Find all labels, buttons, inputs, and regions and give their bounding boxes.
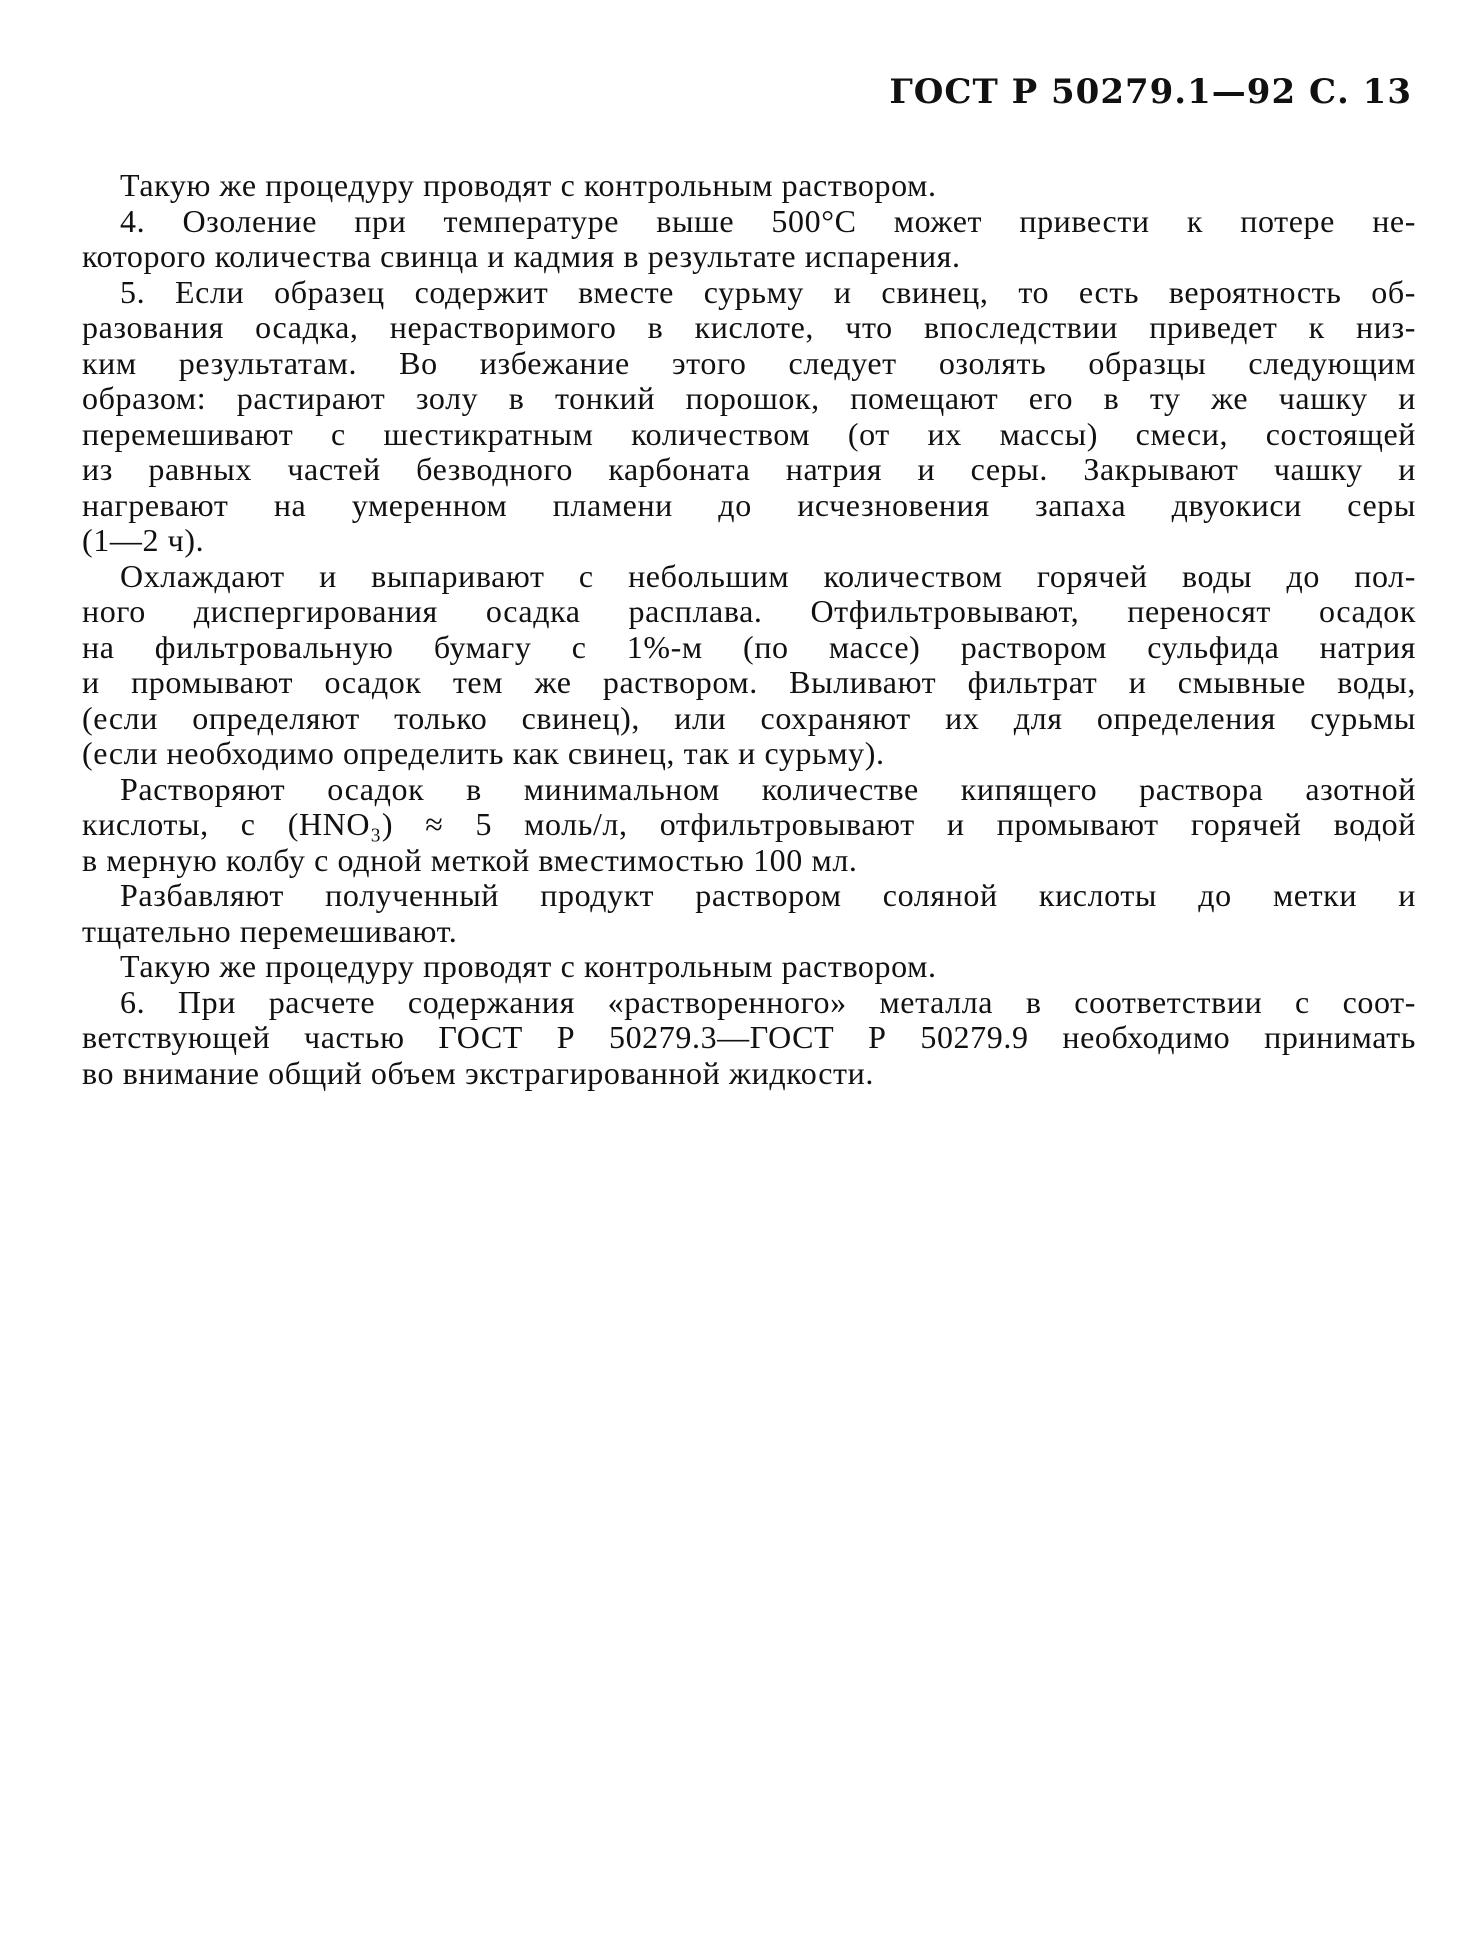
text-line: Разбавляют полученный продукт раствором соляной кислоты до метки и — [120, 877, 1416, 913]
paragraph-1 — [82, 168, 1416, 204]
paragraph-2 — [82, 204, 1416, 275]
text-line: которого количества свинца и кадмия в результате испарения. — [82, 238, 961, 274]
text-line: ного диспергирования осадка расплава. Отфильтровывают, переносят осадок — [82, 593, 1416, 629]
paragraph-8 — [82, 985, 1416, 1092]
text-line: разования осадка, нерастворимого в кислоте, что впоследствии приведет к низ- — [82, 309, 1416, 345]
text-line: в мерную колбу с одной меткой вместимостью 100 мл. — [82, 841, 858, 878]
text-line: нагревают на умеренном пламени до исчезновения запаха двуокиси серы — [82, 486, 1416, 523]
text-line: во внимание общий объем экстрагированной жидкости. — [82, 1054, 874, 1091]
text-line: 5. Если образец содержит вместе сурьму и свинец, то есть вероятность об- — [120, 273, 1416, 310]
text-line: ким результатам. Во избежание этого следует озолять образцы следующим — [82, 344, 1416, 381]
text-line: из равных частей безводного карбоната натрия и серы. Закрывают чашку и — [82, 451, 1416, 487]
text-line: кислоты, c (HNO₃) ≈ 5 моль/л, отфильтровывают и промывают горячей водой — [82, 806, 1416, 842]
text-line: 4. Озоление при температуре выше 500°С может привести к потере не- — [120, 202, 1416, 239]
text-line: ветствующей частью ГОСТ Р 50279.3—ГОСТ Р 50279.9 необходимо принимать — [82, 1019, 1416, 1055]
text-line: и промывают осадок тем же раствором. Выливают фильтрат и смывные воды, — [82, 664, 1416, 700]
text-line: Такую же процедуру проводят с контрольным раствором. — [120, 167, 937, 203]
text-line: перемешивают с шестикратным количеством (от их массы) смеси, состоящей — [82, 415, 1416, 452]
text-line: Растворяют осадок в минимальном количестве кипящего раствора азотной — [120, 770, 1416, 807]
text-line: (если необходимо определить как свинец, так и сурьму). — [82, 735, 885, 771]
text-line: Охлаждают и выпаривают с небольшим количеством горячей воды до пол- — [120, 557, 1416, 594]
text-line: образом: растирают золу в тонкий порошок, помещают его в ту же чашку и — [82, 380, 1416, 416]
text-line: Такую же процедуру проводят с контрольным раствором. — [120, 948, 937, 984]
paragraph-4 — [82, 559, 1416, 772]
text-line: на фильтровальную бумагу с 1%-м (по массе) раствором сульфида натрия — [82, 628, 1416, 665]
text-line: 6. При расчете содержания «растворенного» металла в соответствии с соот- — [120, 983, 1416, 1020]
page-header: ГОСТ Р 50279.1—92 С. 13 — [889, 72, 1412, 112]
text-line: тщательно перемешивают. — [82, 912, 458, 949]
paragraph-3 — [82, 275, 1416, 559]
document-body — [82, 168, 1416, 1091]
text-line: (1—2 ч). — [82, 522, 205, 558]
paragraph-7 — [82, 949, 1416, 985]
text-line: (если определяют только свинец), или сохраняют их для определения сурьмы — [82, 699, 1416, 736]
paragraph-5 — [82, 772, 1416, 879]
paragraph-6 — [82, 878, 1416, 949]
